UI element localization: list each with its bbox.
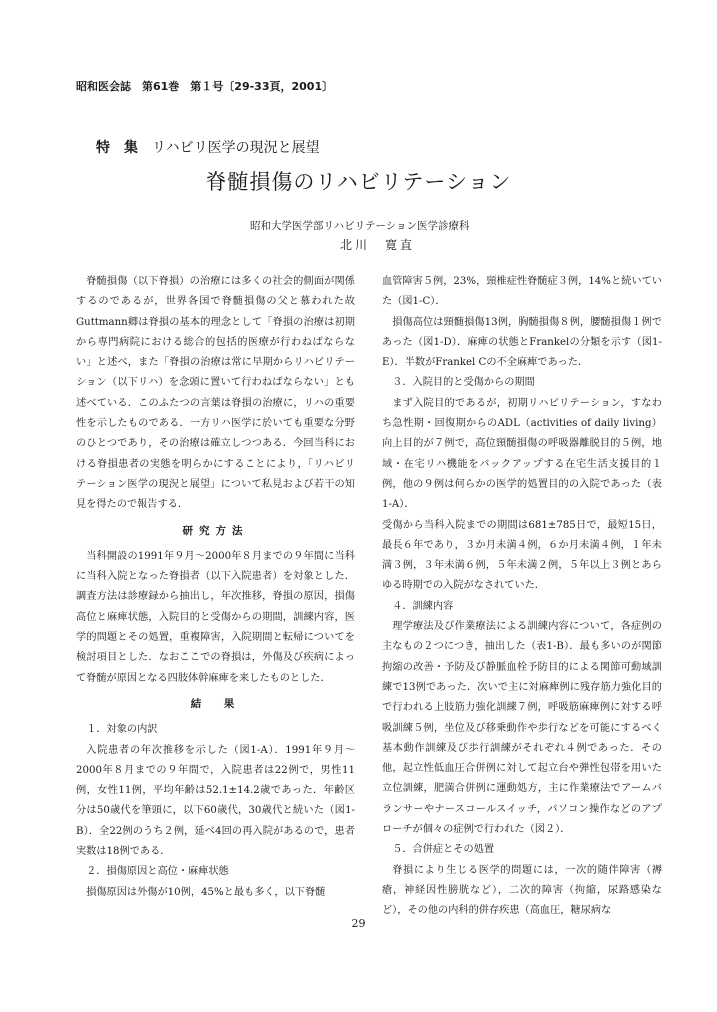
- feature-label-2: 集: [124, 140, 138, 156]
- author: 北川 寛直: [340, 238, 416, 252]
- results-1-heading: １．対象の内訳: [86, 724, 158, 736]
- feature-heading: [96, 137, 320, 157]
- methods-heading: 研究方法: [182, 524, 249, 537]
- right-column: [382, 272, 662, 922]
- intro-paragraph: 脊髄損傷（以下脊損）の治療には多くの社会的側面が関係するのであるが，世界各国で脊髄損傷の父と慕われた故Guttmann卿は脊損の基本的理念として「脊損の治療は初期から専門病院における総合的包括的医療が行わねばならない」と述べ，また「脊損の治療は常に早期からリハビリテーション（以下リハ）を念頭に置いて行わねばならない」とも述べている．このふたつの言葉は脊損の治療に，リハの重要性を示したものである．一方リハ医学に於いても重要な分野のひとつであり，その治療は確立しつつある．今回当科における脊損患者の実態を明らかにすることにより，「リハビリテーション医学の現況と展望」について私見および若干の知見を得たので報告する．: [76, 276, 355, 511]
- results-4-paragraph: 理学療法及び作業療法による訓練内容について，各症例の主なもの２つにつき，抽出した（表1-B）．最も多いのが関節拘縮の改善・予防及び静脈血栓予防目的による関節可動域訓練で13例であった．次いで主に対麻痺例に残存筋力強化目的で行われる上肢筋力強化訓練７例，呼吸筋麻痺例に対する呼吸訓練５例，坐位及び移乗動作や歩行などを可能にするべく基本動作訓練及び歩行訓練がそれぞれ４例であった．その他，起立性低血圧合併例に対して起立台や弾性包帯を用いた立位訓練，肥満合併例に運動処方，主に作業療法でアームバランサーやナースコールスイッチ，パソコン操作などのアプローチが個々の症例で行われた（図２）．: [382, 621, 662, 836]
- feature-topic: リハビリ医学の現況と展望: [152, 140, 320, 156]
- results-3-paragraph: まず入院目的であるが，初期リハビリテーション，すなわち急性期・回復期からのADL（activities of daily living）向上目的が７例で，高位頸髄損傷の呼吸器離脱目的５例，地域・在宅リハ機能をバックアップする在宅生活支援目的１例，他の９例は何らかの医学的処置目的の入院であった（表1-A）．: [382, 397, 662, 511]
- affiliation: 昭和大学医学部リハビリテーション医学診療科: [250, 220, 470, 232]
- continued-paragraph: 血管障害５例，23%，頸椎症性脊髄症３例，14%と続いていた（図1-C）．: [382, 276, 662, 308]
- results-3-duration-paragraph: 受傷から当科入院までの期間は681±785日で，最短15日，最長６年であり，３か月未満４例，６か月未満４例，１年未満３例，３年未満６例，５年未満２例，５年以上３例とあらゆる時期での入院がなされていた．: [382, 519, 662, 592]
- results-5-paragraph: 脊損により生じる医学的問題には，一次的随伴障害（褥瘡，神経因性膀胱など），二次的障害（拘縮，尿路感染など），その他の内科的併存疾患（高血圧，糖尿病な: [382, 864, 662, 917]
- journal-citation: 昭和医会誌 第61巻 第１号〔29-33頁，2001〕: [76, 80, 334, 93]
- results-2-paragraph: 損傷原因は外傷が10例，45%と最も多く，以下脊髄: [86, 886, 326, 898]
- methods-paragraph: 当科開設の1991年９月～2000年８月までの９年間に当科に当科入院となった脊損者（以下入院患者）を対象とした．調査方法は診療録から抽出し，年次推移，脊損の原因，損傷高位と麻痺状態，入院目的と受傷からの期間，訓練内容，医学的問題とその処置，重複障害，入院期間と転帰についてを検討項目とした．なおここでの脊損は，外傷及び疾病によって脊髄が原因となる四肢体幹麻痺を来したものとした．: [76, 550, 355, 684]
- results-1-paragraph: 入院患者の年次推移を示した（図1-A）．1991年９月～2000年８月までの９年間で，入院患者は22例で，男性11例，女性11例，平均年齢は52.1±14.2歳であった．年齢区分は50歳代を筆頭に，以下60歳代，30歳代と続いた（図1-B）．全22例のうち２例，延べ4回の再入院があるので，患者実数は18例である．: [76, 744, 355, 858]
- results-2-heading: ２．損傷原因と高位・麻痺状態: [86, 866, 229, 878]
- lesion-level-paragraph: 損傷高位は頸髄損傷13例，胸髄損傷８例，腰髄損傷１例であった（図1-D）．麻痺の状態とFrankelの分類を示す（図1-E）．半数がFrankel Cの不全麻痺であった．: [382, 316, 662, 369]
- article-title: 脊髄損傷のリハビリテーション: [205, 170, 512, 194]
- page-number: 29: [351, 917, 366, 930]
- feature-label-1: 特: [96, 140, 110, 156]
- results-4-heading: ４．訓練内容: [392, 600, 454, 612]
- results-5-heading: ５．合併症とその処置: [392, 844, 495, 856]
- results-3-heading: ３．入院目的と受傷からの期間: [392, 377, 535, 389]
- results-heading: 結 果: [190, 697, 241, 710]
- left-column: [76, 272, 355, 903]
